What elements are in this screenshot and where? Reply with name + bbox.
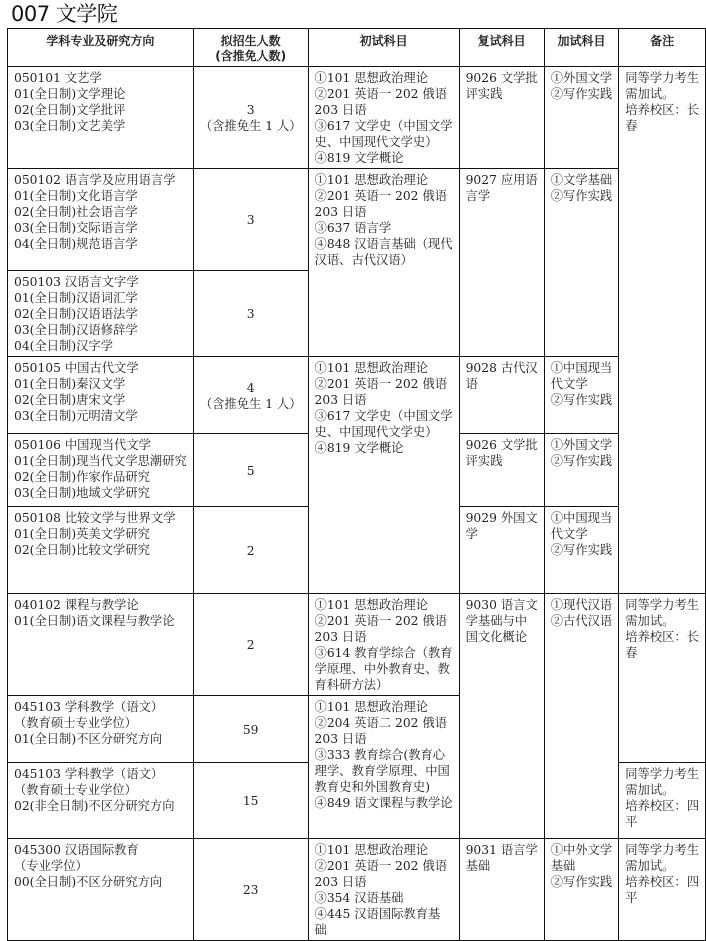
cell-line: 2 (246, 543, 255, 558)
program-cell (8, 169, 194, 271)
quota-cell (193, 357, 308, 434)
cell-line: 01(全日制)现当代文学思潮研究 (14, 454, 187, 468)
cell-line: ①101 思想政治理论 (314, 700, 429, 714)
cell-line: 春 (625, 119, 638, 133)
quota-cell (193, 67, 308, 169)
cell-line: 基础 (465, 859, 491, 873)
header-quota (193, 29, 308, 67)
cell-line: 203 日语 (314, 205, 367, 219)
cell-line: 02(全日制)社会语言学 (14, 205, 138, 219)
cell-line: 础 (314, 923, 327, 937)
retest-cell (459, 67, 544, 169)
header-row (8, 29, 706, 67)
cell-line: 评实践 (465, 87, 503, 101)
cell-line: 语 (465, 377, 478, 391)
cell-line: 需加试。 (625, 859, 675, 873)
cell-line: 同等学力考生 (625, 767, 700, 781)
additional-exam-cell (544, 357, 619, 434)
notes-cell (619, 594, 706, 763)
cell-line: 01(全日制)英美文学研究 (14, 527, 150, 541)
cell-line: ②201 英语一 202 俄语 (314, 189, 447, 203)
cell-line: （含推免生 1 人） (199, 396, 302, 411)
cell-line: 9027 应用语 (465, 173, 538, 187)
cell-line: 培养校区：四 (625, 799, 700, 813)
program-cell (8, 434, 194, 507)
cell-line: 同等学力考生 (625, 843, 700, 857)
cell-line: 02(全日制)比较文学研究 (14, 543, 150, 557)
cell-line: 基础 (550, 859, 576, 873)
cell-line: 040102 课程与教学论 (14, 598, 139, 612)
cell-line: 01(全日制)文化语言学 (14, 189, 138, 203)
cell-line: 言学 (465, 189, 491, 203)
notes-cell (619, 67, 706, 594)
cell-line: （含推免生 1 人） (199, 119, 302, 133)
cell-line: 评实践 (465, 454, 503, 468)
cell-line: ③617 文学史（中国文学 (314, 119, 453, 133)
additional-exam-cell (544, 169, 619, 357)
cell-line: ①101 思想政治理论 (314, 361, 429, 375)
cell-line: 050102 语言学及应用语言学 (14, 173, 176, 187)
cell-line: ①外国文学 (550, 71, 613, 85)
table-row (8, 357, 706, 434)
cell-line: 需加试。 (625, 87, 675, 101)
program-cell (8, 839, 194, 941)
cell-line: 203 日语 (314, 103, 367, 117)
cell-line: ④849 语文课程与教学论 (314, 796, 453, 810)
cell-line: 9026 文学批 (465, 71, 538, 85)
cell-line: 平 (625, 815, 638, 829)
quota-cell (193, 434, 308, 507)
additional-exam-cell (544, 434, 619, 507)
retest-cell (459, 507, 544, 594)
cell-line: ②201 英语一 202 俄语 (314, 859, 447, 873)
cell-line: 59 (242, 722, 259, 737)
initial-exam-cell (308, 696, 459, 839)
cell-line: 3 (246, 307, 255, 321)
cell-line: ②写作实践 (550, 393, 613, 407)
initial-exam-cell (308, 594, 459, 696)
table-row (8, 169, 706, 271)
cell-line: 9031 语言学 (465, 843, 538, 857)
additional-exam-cell (544, 67, 619, 169)
cell-line: 5 (246, 463, 255, 478)
cell-line: 初试科目 (359, 34, 408, 48)
program-cell (8, 67, 194, 169)
cell-line: 04(全日制)规范语言学 (14, 237, 138, 251)
cell-line: 学 (465, 527, 478, 541)
initial-exam-cell (308, 357, 459, 594)
cell-line: 汉语、古代汉语） (314, 253, 413, 267)
quota-cell (193, 507, 308, 594)
retest-cell (459, 434, 544, 507)
cell-line: 教育史和外国教育史) (314, 780, 431, 794)
cell-line: 050101 文艺学 (14, 71, 102, 85)
quota-cell (193, 696, 308, 763)
retest-cell (459, 594, 544, 839)
program-cell (8, 594, 194, 696)
cell-line: （教育硕士专业学位） (14, 716, 137, 730)
cell-line: 050103 汉语言文字学 (14, 275, 139, 289)
cell-line: 4 (246, 380, 255, 395)
cell-line: ④445 汉语国际教育基 (314, 907, 441, 921)
quota-cell (193, 169, 308, 271)
cell-line: 学科专业及研究方向 (46, 34, 155, 48)
cell-line: ①101 思想政治理论 (314, 71, 429, 85)
cell-line: 045103 学科教学（语文） (14, 767, 164, 781)
cell-line: ①中国现当 (550, 361, 613, 375)
page-title: 007 文学院 (11, 2, 118, 26)
cell-line: 3 (246, 213, 255, 227)
cell-line: ②201 英语一 202 俄语 (314, 87, 447, 101)
cell-line: ①现代汉语 (550, 598, 613, 612)
cell-line: ①文学基础 (550, 173, 613, 187)
cell-line: 04(全日制)汉字学 (14, 339, 114, 353)
cell-line: ①101 思想政治理论 (314, 173, 429, 187)
program-cell (8, 357, 194, 434)
cell-line: ①101 思想政治理论 (314, 598, 429, 612)
cell-line: 加试科目 (557, 34, 606, 48)
cell-line: ③637 语言学 (314, 221, 392, 235)
cell-line: 203 日语 (314, 732, 367, 746)
quota-cell (193, 594, 308, 696)
cell-line: 01(全日制)秦汉文学 (14, 377, 126, 391)
cell-line: 3 (246, 103, 255, 117)
cell-line: ③614 教育学综合（教育 (314, 646, 453, 660)
cell-line: 史、中国现代文学史） (314, 135, 438, 149)
notes-cell (619, 763, 706, 839)
cell-line: 需加试。 (625, 614, 675, 628)
cell-line: 同等学力考生 (625, 598, 700, 612)
cell-line: 01(全日制)语文课程与教学论 (14, 614, 175, 628)
additional-exam-cell (544, 839, 619, 941)
table-row (8, 594, 706, 696)
cell-line: ③333 教育综合(教育心 (314, 748, 446, 762)
cell-line: 代文学 (550, 377, 588, 391)
cell-line: 春 (625, 646, 638, 660)
cell-line: 复试科目 (477, 34, 526, 48)
cell-line: ②古代汉语 (550, 614, 613, 628)
header-additional-exam (544, 29, 619, 67)
cell-line: 同等学力考生 (625, 71, 700, 85)
header-initial-exam (308, 29, 459, 67)
cell-line: 9028 古代汉 (465, 361, 538, 375)
cell-line: 02(全日制)唐宋文学 (14, 393, 126, 407)
cell-line: ②写作实践 (550, 543, 613, 557)
cell-line: 01(全日制)汉语词汇学 (14, 291, 138, 305)
cell-line: 国文化概论 (465, 630, 528, 644)
quota-cell (193, 763, 308, 839)
program-cell (8, 271, 194, 357)
cell-line: 15 (242, 794, 259, 808)
admissions-table (7, 28, 706, 941)
cell-line: 平 (625, 891, 638, 905)
cell-line: 03(全日制)地域文学研究 (14, 486, 150, 500)
cell-line: 9030 语言文 (465, 598, 538, 612)
cell-line: （专业学位） (14, 859, 88, 873)
cell-line: 045300 汉语国际教育 (14, 843, 139, 857)
program-cell (8, 507, 194, 594)
header-program (8, 29, 194, 67)
cell-line: 备注 (650, 34, 675, 48)
cell-line: ②201 英语一 202 俄语 (314, 377, 447, 391)
cell-line: 203 日语 (314, 875, 367, 889)
cell-line: ①中外文学 (550, 843, 613, 857)
cell-line: 23 (242, 883, 259, 897)
cell-line: 培养校区：长 (625, 630, 700, 644)
cell-line: ②写作实践 (550, 189, 613, 203)
cell-line: ②204 英语二 202 俄语 (314, 716, 447, 730)
cell-line: 203 日语 (314, 393, 367, 407)
cell-line: 02(全日制)文学批评 (14, 103, 126, 117)
cell-line: 02(全日制)作家作品研究 (14, 470, 150, 484)
cell-line: 050106 中国现当代文学 (14, 438, 151, 452)
cell-line: 02(全日制)汉语语法学 (14, 307, 138, 321)
initial-exam-cell (308, 67, 459, 169)
header-notes (619, 29, 706, 67)
retest-cell (459, 357, 544, 434)
cell-line: ①中国现当 (550, 511, 613, 525)
additional-exam-cell (544, 507, 619, 594)
cell-line: ③354 汉语基础 (314, 891, 404, 905)
cell-line: 01(全日制)文学理论 (14, 87, 126, 101)
retest-cell (459, 169, 544, 357)
cell-line: 学原理、中外教育史、教 (314, 662, 450, 676)
cell-line: 培养校区：长 (625, 103, 700, 117)
header-retest (459, 29, 544, 67)
cell-line: 203 日语 (314, 630, 367, 644)
cell-line: 育科研方法） (314, 678, 389, 692)
cell-line: ①101 思想政治理论 (314, 843, 429, 857)
quota-cell (193, 271, 308, 357)
cell-line: ④819 文学概论 (314, 441, 404, 455)
table-row (8, 839, 706, 941)
cell-line: 代文学 (550, 527, 588, 541)
cell-line: 03(全日制)汉语修辞学 (14, 323, 138, 337)
cell-line: 03(全日制)交际语言学 (14, 221, 138, 235)
cell-line: 学基础与中 (465, 614, 528, 628)
cell-line: 培养校区：四 (625, 875, 700, 889)
cell-line: 045103 学科教学（语文） (14, 700, 164, 714)
cell-line: ②写作实践 (550, 87, 613, 101)
cell-line: 03(全日制)元明清文学 (14, 409, 138, 423)
cell-line: 9026 文学批 (465, 438, 538, 452)
cell-line: 02(非全日制)不区分研究方向 (14, 799, 175, 813)
cell-line: 9029 外国文 (465, 511, 538, 525)
cell-line: ②写作实践 (550, 875, 613, 889)
cell-line: （教育硕士专业学位） (14, 783, 137, 797)
notes-cell (619, 839, 706, 941)
cell-line: 050105 中国古代文学 (14, 361, 139, 375)
quota-cell (193, 839, 308, 941)
initial-exam-cell (308, 169, 459, 357)
cell-line: ④848 汉语言基础（现代 (314, 237, 453, 251)
cell-line: ②写作实践 (550, 454, 613, 468)
cell-line: 需加试。 (625, 783, 675, 797)
cell-line: ②201 英语一 202 俄语 (314, 614, 447, 628)
cell-line: 拟招生人数 (220, 34, 281, 48)
cell-line: 050108 比较文学与世界文学 (14, 511, 176, 525)
program-cell (8, 763, 194, 839)
cell-line: (含推免人数) (215, 49, 287, 63)
cell-line: ③617 文学史（中国文学 (314, 409, 453, 423)
cell-line: 2 (246, 638, 255, 652)
initial-exam-cell (308, 839, 459, 941)
cell-line: 00(全日制)不区分研究方向 (14, 875, 163, 889)
cell-line: 史、中国现代文学史） (314, 425, 438, 439)
cell-line: ④819 文学概论 (314, 151, 404, 165)
table-row (8, 67, 706, 169)
cell-line: 01(全日制)不区分研究方向 (14, 732, 163, 746)
cell-line: 03(全日制)文艺美学 (14, 119, 126, 133)
retest-cell (459, 839, 544, 941)
cell-line: ①外国文学 (550, 438, 613, 452)
additional-exam-cell (544, 594, 619, 839)
program-cell (8, 696, 194, 763)
cell-line: 理学、教育学原理、中国 (314, 764, 450, 778)
